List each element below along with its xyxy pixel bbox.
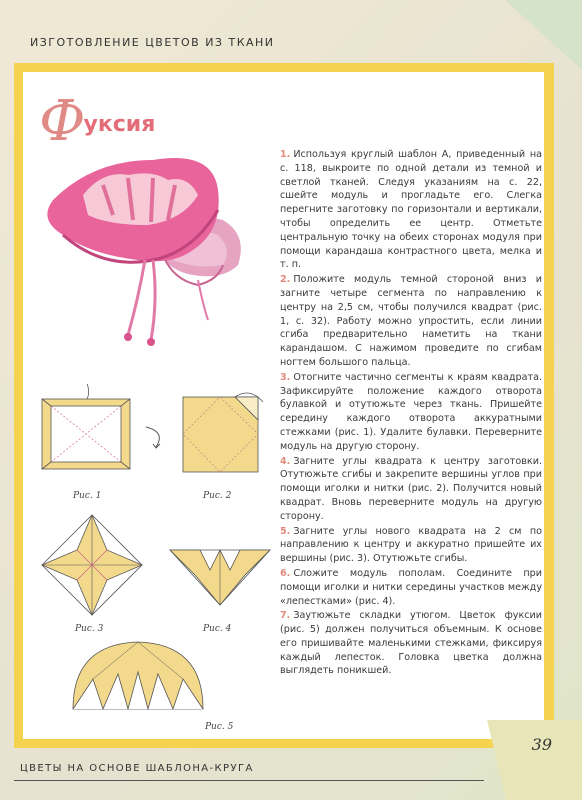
- page-number: 39: [531, 735, 552, 754]
- figure-2-caption: Рис. 2: [203, 491, 232, 501]
- fuchsia-flower-illustration: [33, 140, 273, 360]
- instructions-column: [280, 148, 542, 679]
- footer-divider: [14, 780, 484, 781]
- content-panel: [14, 63, 554, 748]
- figure-1-diagram: [37, 384, 137, 474]
- figure-2-diagram: [175, 382, 265, 477]
- step-2: 2. Положите модуль темной стороной вниз и загните четыре сегмента по направлению к центру на 2,5 см, чтобы получился квадрат (рис. 1, с. 32). Работу можно упростить, если линии сгиба предварительно наметить на ткани карандашом. С нажимом проведите по сгибам ногтем большого пальца.: [280, 274, 542, 368]
- figure-3-caption: Рис. 3: [75, 624, 104, 634]
- title-rest: уксия: [83, 112, 156, 137]
- step-7: 7. Заутюжьте складки утюгом. Цветок фуксии (рис. 5) должен получиться объемным. К основе его пришивайте маленькими стежками, фиксируя каждый лепесток. Головка цветка должна выглядеть поникшей.: [280, 610, 542, 677]
- curved-arrow-icon: [141, 422, 171, 452]
- figure-4-diagram: [165, 540, 275, 615]
- figure-3-diagram: [37, 510, 147, 620]
- step-1: 1. Используя круглый шаблон А, приведенный на с. 118, выкроите по одной детали из темной и светлой тканей. Следуя указаниям на с. 22, сшейте модуль и прогладьте его. Слегка перегните заготовку по горизонтали и вертикали, чтобы определить ее центр. Отметьте центральную точку на обеих сторонах модуля при помощи карандаша контрастного цвета, мелка и т. п.: [280, 149, 542, 271]
- figure-5-diagram: [63, 634, 213, 719]
- figure-1-caption: Рис. 1: [73, 491, 102, 501]
- step-3: 3. Отогните частично сегменты к краям квадрата. Зафиксируйте положение каждого отворота булавкой и отутюжьте через ткань. Пришейте середину каждого отворота аккуратными стежками (рис. 1). Удалите булавки. Переверните модуль на другую сторону.: [280, 371, 542, 452]
- footer-title: ЦВЕТЫ НА ОСНОВЕ ШАБЛОНА-КРУГА: [20, 763, 254, 774]
- figure-5-caption: Рис. 5: [205, 722, 234, 732]
- step-6: 6. Сложите модуль пополам. Соедините при помощи иголки и нитки середины участков между «лепестками» (рис. 4).: [280, 567, 542, 607]
- figure-4-caption: Рис. 4: [203, 624, 232, 634]
- step-5: 5. Загните углы нового квадрата на 2 см по направлению к центру и аккуратно пришейте их вершины (рис. 3). Отутюжьте сгибы.: [280, 525, 542, 565]
- section-header: ИЗГОТОВЛЕНИЕ ЦВЕТОВ ИЗ ТКАНИ: [30, 36, 275, 49]
- step-4: 4. Загните углы квадрата к центру заготовки. Отутюжьте сгибы и закрепите вершины углов при помощи иголки и нитки (рис. 2). Получится новый квадрат. Вновь переверните модуль на другую сторону.: [280, 455, 542, 522]
- title-initial: Ф: [39, 89, 86, 154]
